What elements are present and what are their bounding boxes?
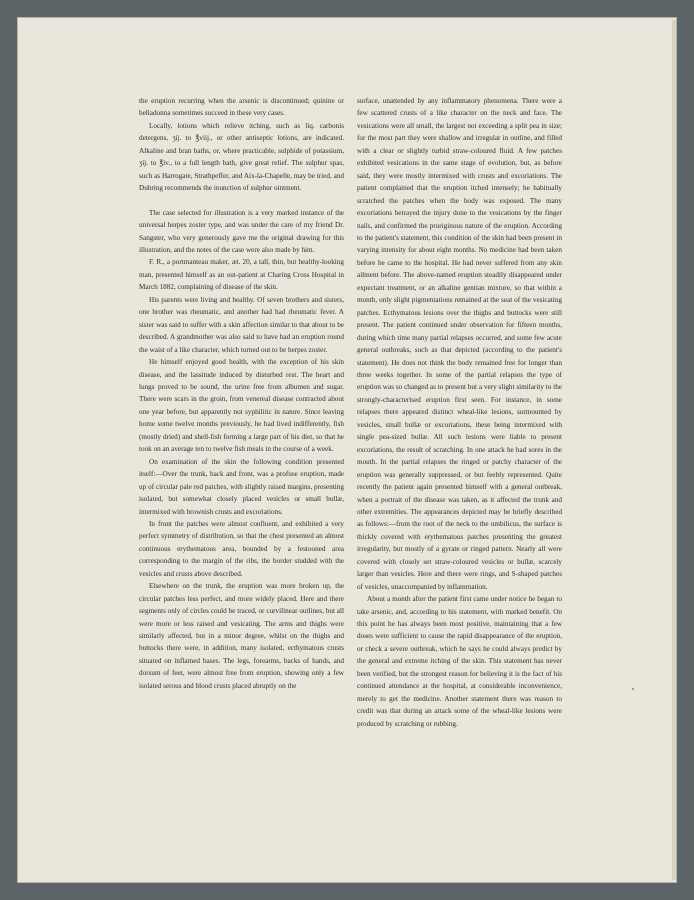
paragraph: F. R., a portmanteau maker, æt. 20, a tall, thin, but healthy-looking man, presented himself as an out-patient at Charing Cross Hospital in March 1882, complaining of disease of the skin. bbox=[139, 258, 344, 292]
paragraph: He himself enjoyed good health, with the exception of his skin disease, and the lassitude induced by disturbed rest. The heart and lungs proved to be sound, the urine free from albumen and sugar. There were scars in the groin, from venereal disease contracted about one year before, but apparently not syphilitic in nature. Since leaving home some twelve months previously, he had lived indifferently, fish (mostly dried) and shell-fish forming a large part of his diet, so that he took on an average ten to twelve fish meals in the course of a week. bbox=[139, 358, 344, 454]
paragraph: In front the patches were almost confluent, and exhibited a very perfect symmetry of distribution, so that the chest presented an almost continuous erythematous area, bounded by a festooned area corresponding to the margin of the ribs, the border studded with the vesicles and crusts above described. bbox=[139, 519, 344, 578]
right-column bbox=[357, 95, 562, 730]
paper-speck bbox=[632, 688, 634, 690]
paragraph: surface, unattended by any inflammatory phenomena. There were a few scattered crusts of a like character on the neck and face. The vesications were all small, the largest not exceeding a split pea in size; for the most part they were shallow and irregular in outline, and filled with a clear or slightly turbid straw-coloured fluid. A few patches exhibited vesications in the same stage of evolution, but, as before said, they were mostly intermixed with crusts and excoriations. The patient complained that the eruption itched intensely; he habitually scratched the patches when the body was exposed. The many excoriations betrayed the injury done to the vesications by the finger nails, and confirmed the pruriginous nature of the eruption. According to the patient's statement, this condition of the skin had been present in varying intensity for about eight months. No medicine had been taken before he came to the hospital. He had never suffered from any skin ailment before. The above-named eruption steadily disappeared under expectant treatment, or an alkaline gentian mixture, so that within a month, only slight pigmentations remained at the seat of the vesicating patches. Ecthymatous lesions over the thighs and buttocks were still present. The patient continued under observation for fifteen months, during which time many partial relapses occurred, and some few acute general outbreaks, such as that depicted (according to the patient's statement). He does not think the body remained free for longer than three weeks together. In some of the partial relapses the type of eruption was so changed as to present but a very slight similarity to the strongly-characterised eruption first seen. For instance, in some relapses there appeared distinct wheal-like lesions, surmounted by vesicles, small bullæ or excoriations, these being intermixed with single pea-sized bullæ. All such lesions were liable to present excoriations, the result of scratching. In one attack he had sores in the mouth. In the partial relapses the ringed or patchy character of the eruption was generally suppressed, or but feebly represented. Quite recently the patient again presented himself with a general outbreak, when a portrait of the disease was taken, as it affected the trunk and other extremities. The appearances depicted may be briefly described as follows:—from the root of the neck to the umbilicus, the surface is thickly covered with erythematous patches presenting the greatest irregularity, but mostly of a gyrate or ringed pattern. Nearly all were covered with closely set straw-coloured vesicles or bullæ, scarcely larger than vesicles. Here and there were rings, and S-shaped patches of vesicles, unaccompanied by inflammation. bbox=[357, 97, 562, 591]
book-page bbox=[17, 17, 677, 883]
paragraph: On examination of the skin the following condition presented itself:—Over the trunk, back and front, was a profuse eruption, made up of circular pale red patches, with slightly raised margins, presenting isolated, but somewhat closely placed vesicles or small bullæ, intermixed with brownish crusts and excoriations. bbox=[139, 457, 344, 516]
left-column bbox=[139, 95, 344, 692]
paragraph: The case selected for illustration is a very marked instance of the universal herpes zoster type, and was under the care of my friend Dr. Sangster, who very generously gave me the original drawing for this illustration, and the notes of the case were also made by him. bbox=[139, 208, 344, 254]
page-edge bbox=[672, 20, 676, 880]
paragraph: the eruption recurring when the arsenic is discontinued; quinine or belladonna sometimes succeed in these very cases. bbox=[139, 97, 344, 118]
paragraph: About a month after the patient first came under notice he began to take arsenic, and, according to his statement, with marked benefit. On this point he has always been most positive, maintaining that a few doses were sufficient to cause the rapid disappearance of the eruption, or check a severe outbreak, which he says he could always predict by the general and extreme itching of the skin. This statement has never been verified, but the strongest reason for believing it is the fact of his continued attendance at the hospital, at considerable inconvenience, merely to get the medicine. Another statement there was reason to credit was that during an attack some of the wheal-like lesions were produced by scratching or rubbing. bbox=[357, 595, 562, 728]
paragraph: Locally, lotions which relieve itching, such as liq. carbonis detergens, ʒij. to ℥viij., or other antiseptic lotions, are indicated. Alkaline and bran baths, or, where practicable, sulphide of potassium, ʒij. to ℥iv., to a full length bath, give great relief. The sulphur spas, such as Harrogate, Strathpeffer, and Aix-la-Chapelle, may be tried, and Duhring recommends the inunction of sulphur ointment. bbox=[139, 121, 344, 193]
paragraph: Elsewhere on the trunk, the eruption was more broken up, the circular patches less perfect, and more widely placed. Here and there segments only of circles could be traced, or curvilinear outlines, but all were more or less raised and vesicating. The arms and thighs were similarly affected, but in a minor degree, whilst on the thighs and buttocks there were, in addition, many isolated, ecthymatous crusts situated on inflamed bases. The legs, forearms, backs of hands, and dorsum of feet, were almost free from eruption, showing only a few isolated serous and blood crusts placed abruptly on the bbox=[139, 582, 344, 690]
paragraph: His parents were living and healthy. Of seven brothers and sisters, one brother was rheumatic, and another had had rheumatic fever. A sister was said to suffer with a skin affection similar to that about to be described. A grandmother was also said to have had an eruption round the waist of a like character, which turned out to be herpes zoster. bbox=[139, 295, 344, 354]
